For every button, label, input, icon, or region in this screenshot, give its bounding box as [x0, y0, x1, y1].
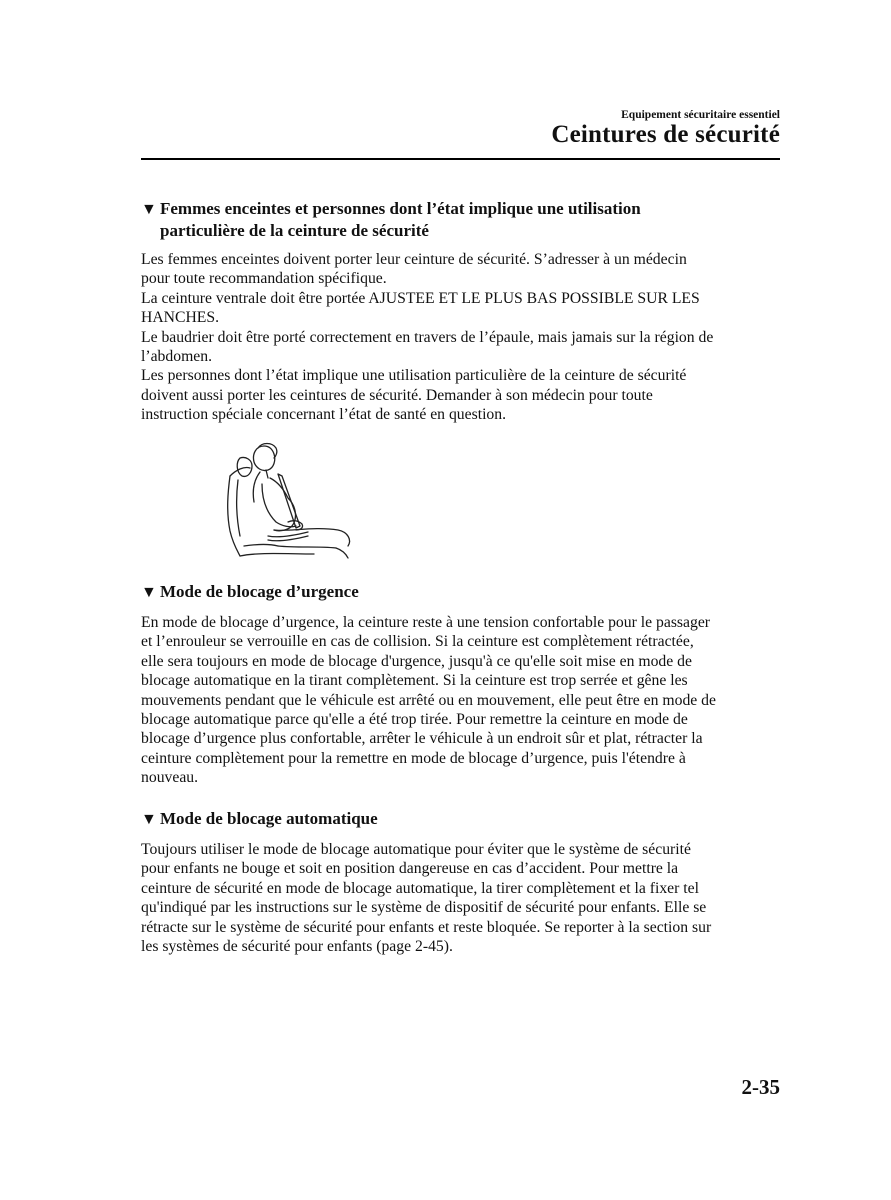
- triangle-marker-icon: ▼: [141, 201, 157, 218]
- text-line: instruction spéciale concernant l’état de santé en question.: [141, 406, 507, 424]
- page-number: 2-35: [741, 1075, 780, 1099]
- text-line: blocage automatique en la tirant complètement. Si la ceinture est trop serrée et gêne les: [141, 672, 688, 690]
- text-line: nouveau.: [141, 769, 199, 787]
- page-title: Ceintures de sécurité: [551, 121, 780, 148]
- text-line: blocage d’urgence plus confortable, arrêter le véhicule à un endroit sûr et plat, rétracter la: [141, 730, 703, 748]
- text-line: blocage automatique parce qu'elle a été trop tirée. Pour remettre la ceinture en mode de: [141, 711, 688, 729]
- triangle-marker-icon: ▼: [141, 584, 157, 601]
- heading-line: Mode de blocage automatique: [160, 809, 378, 828]
- text-line: Le baudrier doit être porté correctement en travers de l’épaule, mais jamais sur la région de: [141, 328, 714, 346]
- header-rule: [141, 158, 780, 160]
- text-line: mouvements pendant que le véhicule est arrêté ou en mouvement, elle peut être en mode de: [141, 691, 716, 709]
- paragraph-pregnant: [141, 250, 781, 425]
- text-line: HANCHES.: [141, 309, 220, 327]
- section-heading-pregnant: [141, 198, 781, 241]
- text-line: qu'indiqué par les instructions sur le système de dispositif de sécurité pour enfants. Elle se: [141, 899, 707, 917]
- text-line: pour enfants ne bouge et soit en position dangereuse en cas d’accident. Pour mettre la: [141, 860, 679, 878]
- text-line: La ceinture ventrale doit être portée AJUSTEE ET LE PLUS BAS POSSIBLE SUR LES: [141, 289, 700, 307]
- heading-line: Femmes enceintes et personnes dont l’état implique une utilisation: [160, 199, 641, 218]
- text-line: et l’enrouleur se verrouille en cas de collision. Si la ceinture est complètement rétractée,: [141, 633, 694, 651]
- text-line: pour toute recommandation spécifique.: [141, 270, 387, 288]
- text-line: Toujours utiliser le mode de blocage automatique pour éviter que le système de sécurité: [141, 841, 691, 858]
- text-line: ceinture complètement pour la remettre en mode de blocage d’urgence, puis l'étendre à: [141, 749, 686, 767]
- text-line: l’abdomen.: [141, 348, 213, 366]
- triangle-marker-icon: ▼: [141, 811, 157, 828]
- paragraph-emergency: [141, 613, 781, 788]
- text-line: Les personnes dont l’état implique une utilisation particulière de la ceinture de sécurité: [141, 367, 687, 385]
- text-line: En mode de blocage d’urgence, la ceinture reste à une tension confortable pour le passager: [141, 614, 711, 631]
- text-line: doivent aussi porter les ceintures de sécurité. Demander à son médecin pour toute: [141, 386, 653, 404]
- pregnant-woman-seatbelt-illustration: [218, 436, 358, 567]
- section-heading-emergency: [141, 581, 781, 603]
- section-label: Equipement sécuritaire essentiel: [621, 109, 780, 121]
- text-line: elle sera toujours en mode de blocage d'urgence, jusqu'à ce qu'elle soit mise en mode de: [141, 652, 692, 670]
- text-line: les systèmes de sécurité pour enfants (page 2-45).: [141, 938, 453, 956]
- text-line: rétracte sur le système de sécurité pour enfants et reste bloquée. Se reporter à la section sur: [141, 918, 712, 936]
- section-heading-automatic: [141, 808, 781, 830]
- heading-line: particulière de la ceinture de sécurité: [160, 221, 429, 240]
- text-line: ceinture de sécurité en mode de blocage automatique, la tirer complètement et la fixer tel: [141, 879, 699, 897]
- heading-line: Mode de blocage d’urgence: [160, 582, 359, 601]
- text-line: Les femmes enceintes doivent porter leur ceinture de sécurité. S’adresser à un médecin: [141, 251, 687, 268]
- paragraph-automatic: [141, 840, 781, 956]
